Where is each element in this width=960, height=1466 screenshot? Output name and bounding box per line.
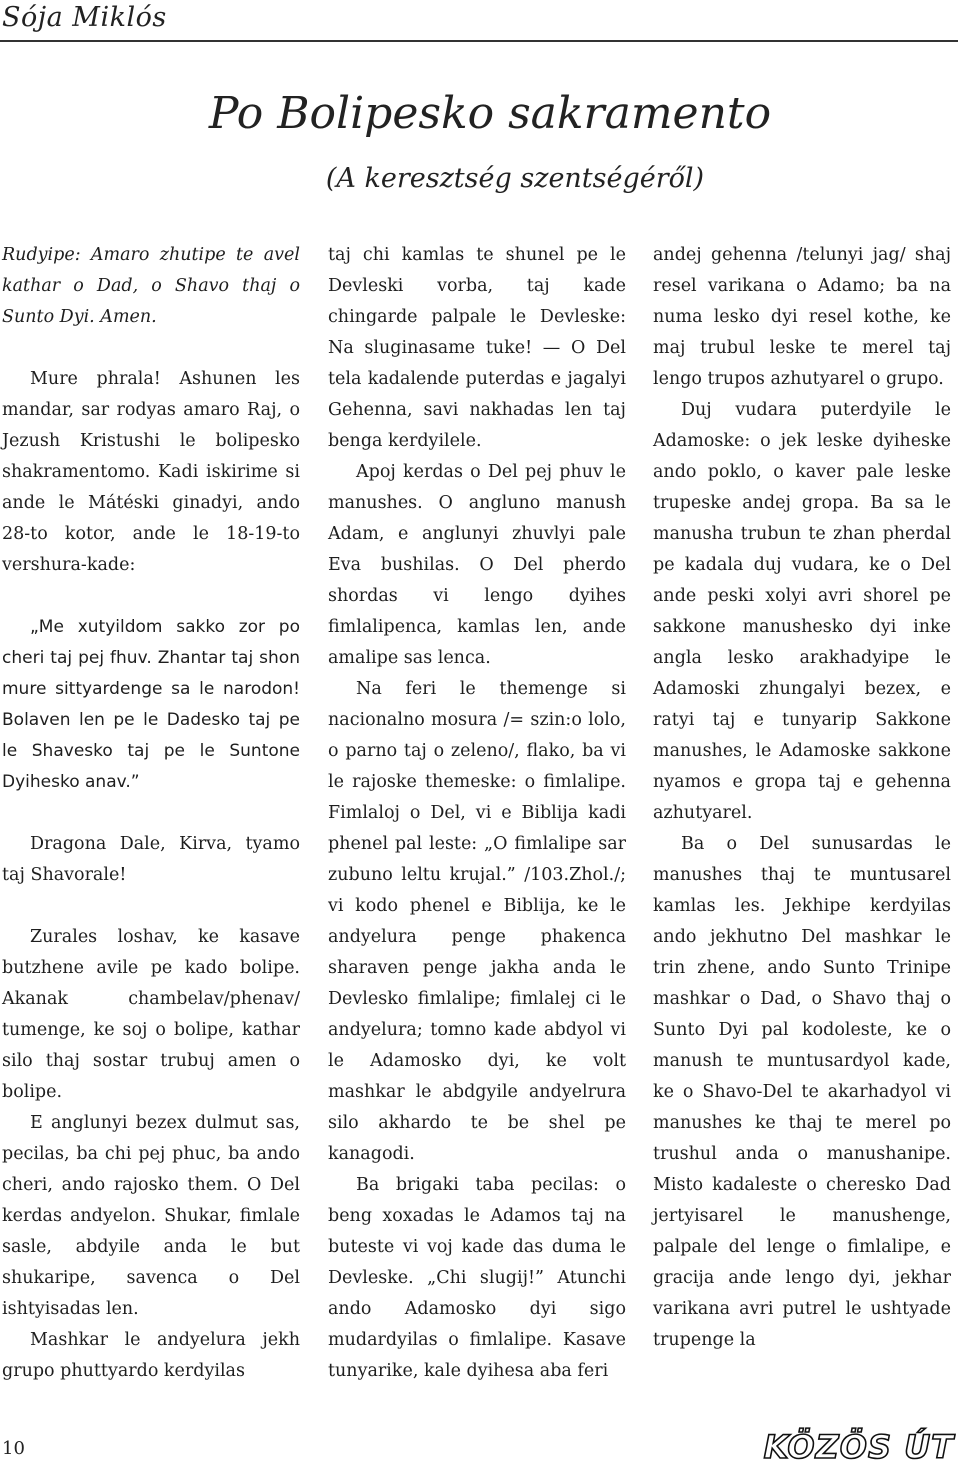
paragraph: Duj vudara puterdyile le Adamoske: o jek leske dyiheske ando poklo, o kaver pale leske trupeske andej gropa. Ba sa le manusha trubun te zhan pherdal pe kadala duj vudara, ke o Del ande peski xolyi avri shorel pe sakkone manushesko dyi inke angla lesko arakhadyipe le Adamoski zhungalyi bezex, e ratyi taj e tunyarip Sakkone manushes, le Adamoske sakkone nyamos e gropa taj e gehenna azhutyarel.	[653, 400, 951, 823]
paragraph: E anglunyi bezex dulmut sas, pecilas, ba chi pej phuc, ba ando cheri, ando rajosko them. O Del kerdas andyelon. Shukar, fimlale sasle, abdyile anda le but shukaripe, savenca o Del ishtyisadas len.	[2, 1113, 300, 1319]
paragraph: Ba brigaki taba pecilas: o beng xoxadas le Adamos taj na buteste vi voj kade das duma le Devleske. „Chi slugij!” Atunchi ando Adamosko dyi sigo mudardyilas o fimlalipe. Kasave tunyarike, kale dyihesa aba feri	[328, 1175, 626, 1381]
column-3	[653, 240, 951, 1356]
paragraph: Mure phrala! Ashunen les mandar, sar rodyas amaro Raj, o Jezush Kristushi le bolipesko shakramentomo. Kadi iskirime si ande le Mátéski ginadyi, ando 28-to kotor, ande le 18-19-to vershura-kade:	[2, 369, 300, 575]
paragraph: Mashkar le andyelura jekh grupo phuttyardo kerdyilas	[2, 1330, 300, 1381]
page-number: 10	[2, 1438, 25, 1459]
quote-paragraph: „Me xutyildom sakko zor po cheri taj pej fhuv. Zhantar taj shon mure sittyardenge sa le narodon! Bolaven len pe le Dadesko taj pe le Shavesko taj pe le Suntone Dyihesko anav.”	[2, 617, 300, 792]
article-subtitle: (A keresztség szentségéről)	[325, 163, 705, 194]
paragraph: Na feri le themenge si nacionalno mosura /= szin:o lolo, o parno taj o zeleno/, flako, ba vi le rajoske themeske: o fimlalipe. Fimlaloj o Del, vi e Biblija kadi phenel pal leste: „O fimlalipe sar zubuno leltu krujal.” /103.Zhol./; vi kodo phenel e Biblija, ke le andyelura penge phakenca sharaven penge jakha anda le Devlesko fimlalipe; fimlalej ci le andyelura; tomno kade abdyol vi le Adamosko dyi, ke volt mashkar le abdgyile andyelrura silo akhardo te be shel pe kanagodi.	[328, 679, 626, 1164]
paragraph: taj chi kamlas te shunel pe le Devleski vorba, taj kade chingarde palpale le Devleske: Na sluginasame tuke! — O Del tela kadalende puterdas e jagalyi Gehenna, savi nakhadas len taj benga kerdyilele.	[328, 245, 626, 451]
paragraph: Dragona Dale, Kirva, tyamo taj Shavorale!	[2, 834, 300, 885]
paragraph: andej gehenna /telunyi jag/ shaj resel varikana o Adamo; ba na numa lesko dyi resel kothe, ke maj trubul leske te merel taj lengo trupos azhutyarel o grupo.	[653, 245, 951, 389]
paragraph: Apoj kerdas o Del pej phuv le manushes. O angluno manush Adam, e anglunyi zhuvlyi pale Eva bushilas. O Del pherdo shordas vi lengo dyihes fimlalipenca, kamlas len, ande amalipe sas lenca.	[328, 462, 626, 668]
header-rule	[0, 40, 958, 42]
column-1	[2, 240, 300, 1387]
column-2	[328, 240, 626, 1387]
paragraph: Rudyipe: Amaro zhutipe te avel kathar o Dad, o Shavo thaj o Sunto Dyi. Amen.	[2, 245, 300, 327]
article-title: Po Bolipesko sakramento	[208, 88, 772, 139]
header-author: Sója Miklós	[2, 2, 167, 33]
magazine-logo: KÖZÖS ÚT	[763, 1428, 954, 1466]
paragraph: Zurales loshav, ke kasave butzhene avile pe kado bolipe. Akanak chambelav/phenav/ tumenge, ke soj o bolipe, kathar silo thaj sostar trubuj amen o bolipe.	[2, 927, 300, 1102]
paragraph: Ba o Del sunusardas le manushes thaj te muntusarel kamlas les. Jekhipe kerdyilas ando jekhutno Del mashkar le trin zhene, ando Sunto Trinipe mashkar o Dad, o Shavo thaj o Sunto Dyi pal kodoleste, ke o manush te muntusardyol kade, ke o Shavo-Del te akarhadyol vi manushes ke thaj te merel po trushul anda o manushanipe. Misto kadaleste o cheresko Dad jertyisarel le manushenge, palpale del lenge o fimlalipe, e gracija ande lengo dyi, jekhar varikana avri putrel le ushtyade trupenge la	[653, 834, 951, 1350]
